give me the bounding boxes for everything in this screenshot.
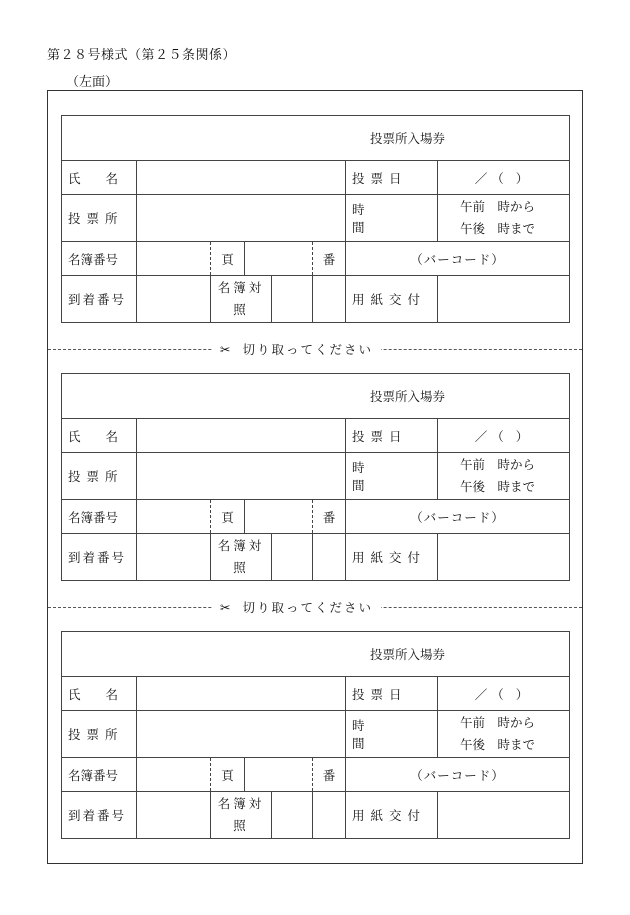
register-check-field[interactable]: [272, 792, 312, 838]
page-label: 頁: [211, 758, 245, 792]
ticket-title: 投票所入場券: [62, 374, 570, 419]
admission-ticket: [61, 115, 570, 323]
time-label: 時間: [346, 453, 438, 500]
barcode-area: （バーコード）: [346, 500, 570, 534]
arrival-number-label: 到着番号: [62, 534, 137, 581]
form-issue-field[interactable]: [438, 534, 570, 581]
register-check-field[interactable]: [272, 276, 312, 322]
time-value: [438, 711, 570, 758]
polling-place-field[interactable]: [137, 453, 346, 500]
voting-date-value: ／（ ）: [438, 677, 570, 711]
time-to: 午後 時まで: [460, 737, 536, 752]
register-check-label: 名簿対照: [211, 534, 272, 580]
barcode-area: （バーコード）: [346, 758, 570, 792]
polling-place-label: 投票所: [62, 453, 137, 500]
empty-cell: [313, 792, 346, 839]
empty-cell: [313, 276, 346, 323]
name-field[interactable]: [137, 419, 346, 453]
name-label: 氏 名: [62, 677, 137, 711]
polling-place-field[interactable]: [137, 195, 346, 242]
arrival-number-field[interactable]: [137, 534, 211, 581]
cut-line: [48, 342, 582, 356]
register-number-field[interactable]: [137, 758, 211, 792]
register-number-field[interactable]: [137, 242, 211, 276]
scissors-icon: ✂: [220, 342, 233, 357]
page-field[interactable]: [245, 242, 313, 276]
register-number-label: 名簿番号: [62, 758, 137, 792]
form-issue-label: 用紙交付: [346, 534, 438, 581]
voting-date-label: 投票日: [346, 677, 438, 711]
form-number: 第２８号様式（第２５条関係）: [47, 48, 237, 63]
voting-date-label: 投票日: [346, 419, 438, 453]
time-label: 時間: [346, 195, 438, 242]
voting-date-value: ／（ ）: [438, 161, 570, 195]
register-check-label: 名簿対照: [211, 276, 272, 322]
page-label: 頁: [211, 242, 245, 276]
polling-place-field[interactable]: [137, 711, 346, 758]
arrival-number-label: 到着番号: [62, 276, 137, 323]
number-label: 番: [313, 758, 346, 792]
arrival-number-field[interactable]: [137, 276, 211, 323]
cut-line: [48, 600, 582, 614]
polling-place-label: 投票所: [62, 711, 137, 758]
voting-date-label: 投票日: [346, 161, 438, 195]
form-issue-field[interactable]: [438, 276, 570, 323]
time-value: [438, 195, 570, 242]
time-to: 午後 時まで: [460, 221, 536, 236]
arrival-number-field[interactable]: [137, 792, 211, 839]
time-from: 午前 時から: [460, 199, 536, 214]
register-number-label: 名簿番号: [62, 242, 137, 276]
name-field[interactable]: [137, 161, 346, 195]
time-value: [438, 453, 570, 500]
time-label: 時間: [346, 711, 438, 758]
register-check-label: 名簿対照: [211, 792, 272, 838]
page-label: 頁: [211, 500, 245, 534]
number-label: 番: [313, 242, 346, 276]
scissors-icon: ✂: [220, 600, 233, 615]
polling-place-label: 投票所: [62, 195, 137, 242]
empty-cell: [313, 534, 346, 581]
name-label: 氏 名: [62, 161, 137, 195]
barcode-area: （バーコード）: [346, 242, 570, 276]
side-label: （左面）: [66, 75, 119, 90]
name-field[interactable]: [137, 677, 346, 711]
admission-ticket: [61, 373, 570, 581]
cut-instruction: ✂ 切り取ってください: [212, 340, 381, 358]
page-field[interactable]: [245, 500, 313, 534]
time-from: 午前 時から: [460, 457, 536, 472]
ticket-title: 投票所入場券: [62, 116, 570, 161]
name-label: 氏 名: [62, 419, 137, 453]
form-issue-label: 用紙交付: [346, 276, 438, 323]
register-number-field[interactable]: [137, 500, 211, 534]
arrival-number-label: 到着番号: [62, 792, 137, 839]
cut-instruction: ✂ 切り取ってください: [212, 598, 381, 616]
time-to: 午後 時まで: [460, 479, 536, 494]
form-issue-field[interactable]: [438, 792, 570, 839]
time-from: 午前 時から: [460, 715, 536, 730]
admission-ticket: [61, 631, 570, 839]
voting-date-value: ／（ ）: [438, 419, 570, 453]
page-field[interactable]: [245, 758, 313, 792]
register-check-field[interactable]: [272, 534, 312, 580]
register-number-label: 名簿番号: [62, 500, 137, 534]
ticket-title: 投票所入場券: [62, 632, 570, 677]
number-label: 番: [313, 500, 346, 534]
form-issue-label: 用紙交付: [346, 792, 438, 839]
